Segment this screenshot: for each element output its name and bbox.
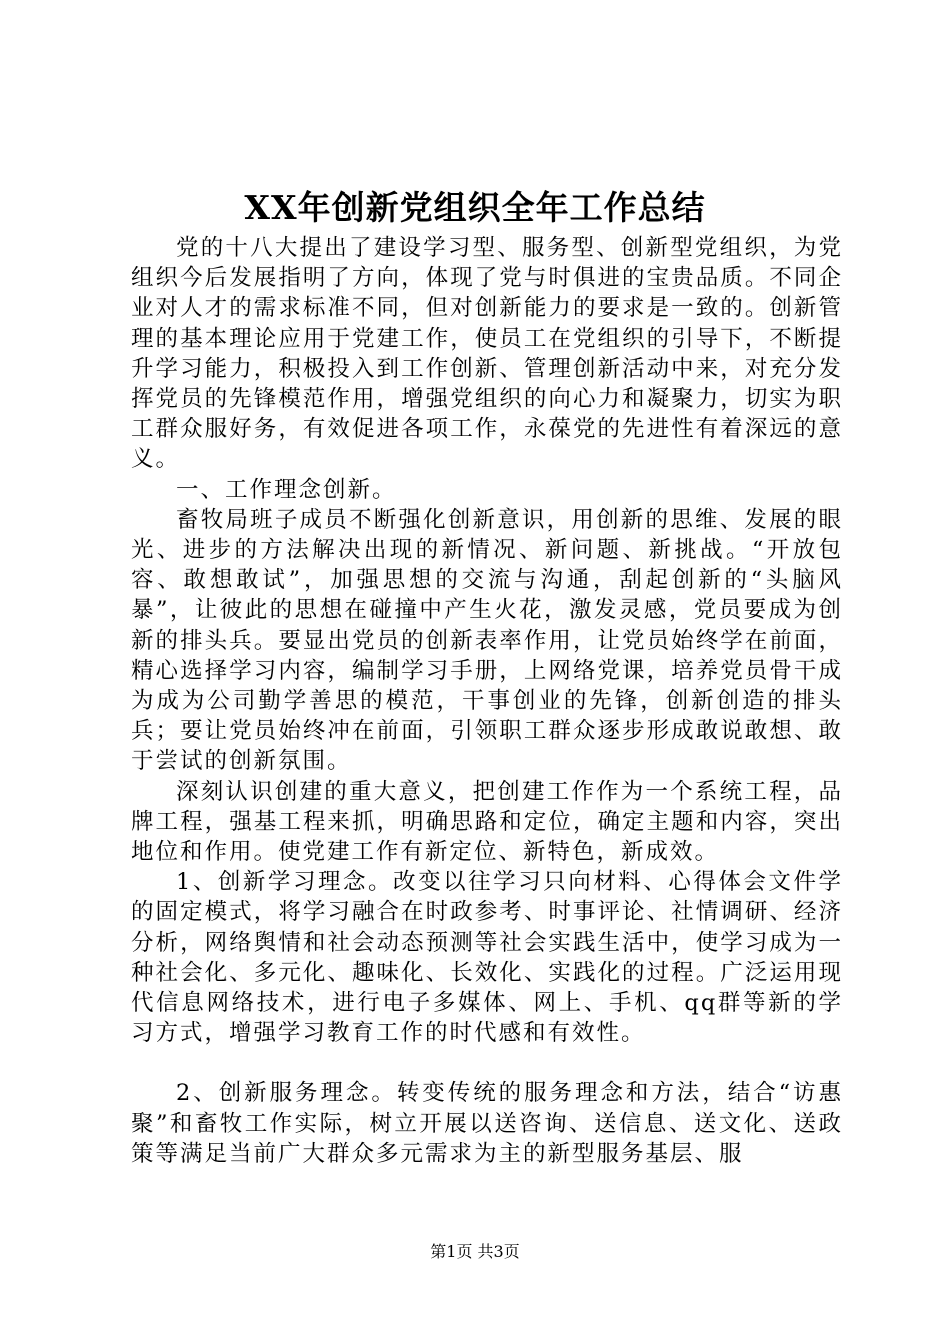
page-footer: 第1页 共3页	[430, 1242, 520, 1261]
paragraph-intro: 党的十八大提出了建设学习型、服务型、创新型党组织，为党组织今后发展指明了方向，体现了党与时俱进的宝贵品质。不同企业对人才的需求标准不同，但对创新能力的要求是一致的。创新管理的基本理论应用于党建工作，使员工在党组织的引导下，不断提升学习能力，积极投入到工作创新、管理创新活动中来，对充分发挥党员的先锋模范作用，增强党组织的向心力和凝聚力，切实为职工群众服好务，有效促进各项工作，永葆党的先进性有着深远的意义。	[131, 235, 843, 473]
paragraph-significance: 深刻认识创建的重大意义，把创建工作作为一个系统工程，品牌工程，强基工程来抓，明确思路和定位，确定主题和内容，突出地位和作用。使党建工作有新定位、新特色，新成效。	[131, 778, 843, 866]
paragraph-section-heading: 一、工作理念创新。	[176, 476, 397, 503]
paragraph-service-concept: 2、创新服务理念。转变传统的服务理念和方法，结合“访惠聚”和畜牧工作实际，树立开展以送咨询、送信息、送文化、送政策等满足当前广大群众多元需求为主的新型服务基层、服	[131, 1080, 843, 1167]
paragraph-work-concept: 畜牧局班子成员不断强化创新意识，用创新的思维、发展的眼光、进步的方法解决出现的新情况、新问题、新挑战。“开放包容、敢想敢试”，加强思想的交流与沟通，刮起创新的“头脑风暴”，让彼此的思想在碰撞中产生火花，激发灵感，党员要成为创新的排头兵。要显出党员的创新表率作用，让党员始终学在前面，精心选择学习内容，编制学习手册，上网络党课，培养党员骨干成为成为公司勤学善思的模范，干事创业的先锋，创新创造的排头兵；要让党员始终冲在前面，引领职工群众逐步形成敢说敢想、敢于尝试的创新氛围。	[131, 506, 843, 775]
document-title: XX年创新党组织全年工作总结	[244, 188, 706, 227]
document-body	[131, 233, 843, 1169]
paragraph-learning-concept: 1、创新学习理念。改变以往学习只向材料、心得体会文件学的固定模式，将学习融合在时政参考、时事评论、社情调研、经济分析，网络舆情和社会动态预测等社会实践生活中，使学习成为一种社会化、多元化、趣味化、长效化、实践化的过程。广泛运用现代信息网络技术，进行电子多媒体、网上、手机、qq群等新的学习方式，增强学习教育工作的时代感和有效性。	[131, 869, 843, 1047]
